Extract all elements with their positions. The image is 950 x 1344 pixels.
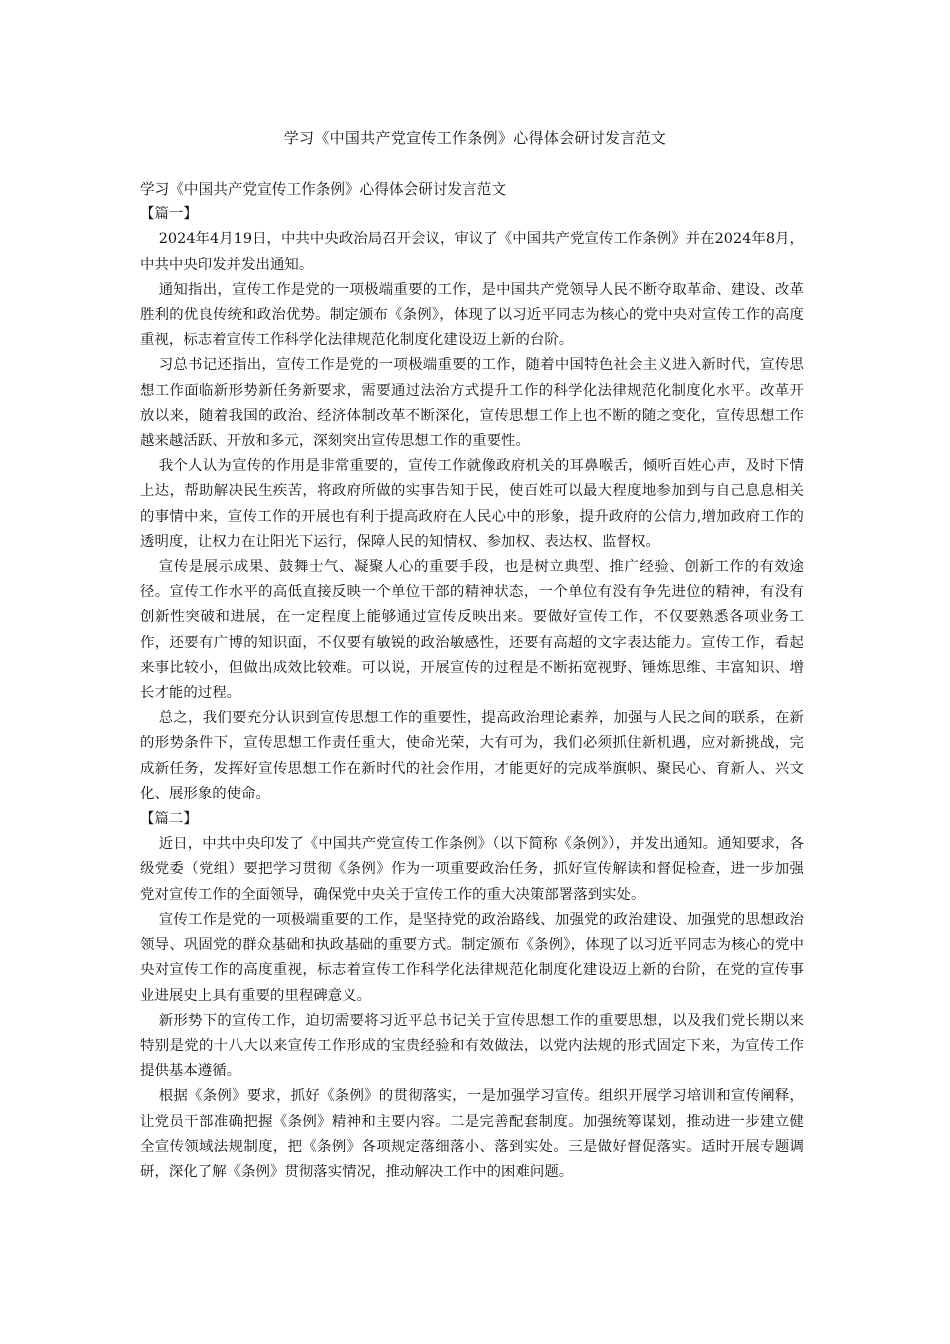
paragraph: 通知指出，宣传工作是党的一项极端重要的工作，是中国共产党领导人民不断夺取革命、建设、改革胜利的优良传统和政治优势。制定颁布《条例》，体现了以习近平同志为核心的党中央对宣传工作的高度重视，标志着宣传工作科学化法律规范化制度化建设迈上新的台阶。 [140, 281, 804, 349]
section-heading-1: 【篇一】 [140, 206, 198, 223]
paragraph: 宣传是展示成果、鼓舞士气、凝聚人心的重要手段，也是树立典型、推广经验、创新工作的有效途径。宣传工作水平的高低直接反映一个单位干部的精神状态，一个单位有没有争先进位的精神，有没有创新性突破和进展，在一定程度上能够通过宣传反映出来。要做好宣传工作，不仅要熟悉各项业务工作，还要有广博的知识面，不仅要有敏锐的政治敏感性，还要有高超的文字表达能力。宣传工作，看起来事比较小，但做出成效比较难。可以说，开展宣传的过程是不断拓宽视野、锤炼思维、丰富知识、增长才能的过程。 [140, 559, 804, 702]
paragraph: 2024年4月19日，中共中央政治局召开会议，审议了《中国共产党宣传工作条例》并在2024年8月，中共中央印发并发出通知。 [140, 231, 804, 273]
paragraph: 近日，中共中央印发了《中国共产党宣传工作条例》（以下简称《条例》），并发出通知。通知要求，各级党委（党组）要把学习贯彻《条例》作为一项重要政治任务，抓好宣传解读和督促检查，进一步加强党对宣传工作的全面领导，确保党中央关于宣传工作的重大决策部署落到实处。 [140, 836, 804, 903]
section-heading-2: 【篇二】 [140, 811, 198, 828]
paragraph: 根据《条例》要求，抓好《条例》的贯彻落实，一是加强学习宣传。组织开展学习培训和宣传阐释，让党员干部准确把握《条例》精神和主要内容。二是完善配套制度。加强统筹谋划，推动进一步建立健全宣传领域法规制度，把《条例》各项规定落细落小、落到实处。三是做好督促落实。适时开展专题调研，深化了解《条例》贯彻落实情况，推动解决工作中的困难问题。 [140, 1088, 804, 1180]
paragraph: 新形势下的宣传工作，迫切需要将习近平总书记关于宣传思想工作的重要思想，以及我们党长期以来特别是党的十八大以来宣传工作形成的宝贵经验和有效做法，以党内法规的形式固定下来，为宣传工作提供基本遵循。 [140, 1012, 804, 1080]
paragraph: 宣传工作是党的一项极端重要的工作，是坚持党的政治路线、加强党的政治建设、加强党的思想政治领导、巩固党的群众基础和执政基础的重要方式。制定颁布《条例》，体现了以习近平同志为核心的党中央对宣传工作的高度重视，标志着宣传工作科学化法律规范化制度化建设迈上新的台阶，在党的宣传事业进展史上具有重要的里程碑意义。 [140, 911, 804, 1004]
document-body [140, 177, 804, 1185]
paragraph: 习总书记还指出，宣传工作是党的一项极端重要的工作，随着中国特色社会主义进入新时代，宣传思想工作面临新形势新任务新要求，需要通过法治方式提升工作的科学化法律规范化制度化水平。改革开放以来，随着我国的政治、经济体制改革不断深化，宣传思想工作上也不断的随之变化，宣传思想工作越来越活跃、开放和多元，深刻突出宣传思想工作的重要性。 [140, 357, 804, 450]
document-title: 学习《中国共产党宣传工作条例》心得体会研讨发言范文 [283, 129, 667, 147]
paragraph: 总之，我们要充分认识到宣传思想工作的重要性，提高政治理论素养，加强与人民之间的联系，在新的形势条件下，宣传思想工作责任重大，使命光荣，大有可为，我们必须抓住新机遇，应对新挑战，完成新任务，发挥好宣传思想工作在新时代的社会作用，才能更好的完成举旗帜、聚民心、育新人、兴文化、展形象的使命。 [140, 710, 804, 802]
paragraph: 我个人认为宣传的作用是非常重要的，宣传工作就像政府机关的耳鼻喉舌，倾听百姓心声，及时下情上达，帮助解决民生疾苦，将政府所做的实事告知于民，使百姓可以最大程度地参加到与自己息息相关的事情中来，宣传工作的开展也有利于提高政府在人民心中的形象，提升政府的公信力,增加政府工作的透明度，让权力在让阳光下运行，保障人民的知情权、参加权、表达权、监督权。 [140, 458, 804, 550]
document-subtitle: 学习《中国共产党宣传工作条例》心得体会研讨发言范文 [140, 181, 507, 198]
